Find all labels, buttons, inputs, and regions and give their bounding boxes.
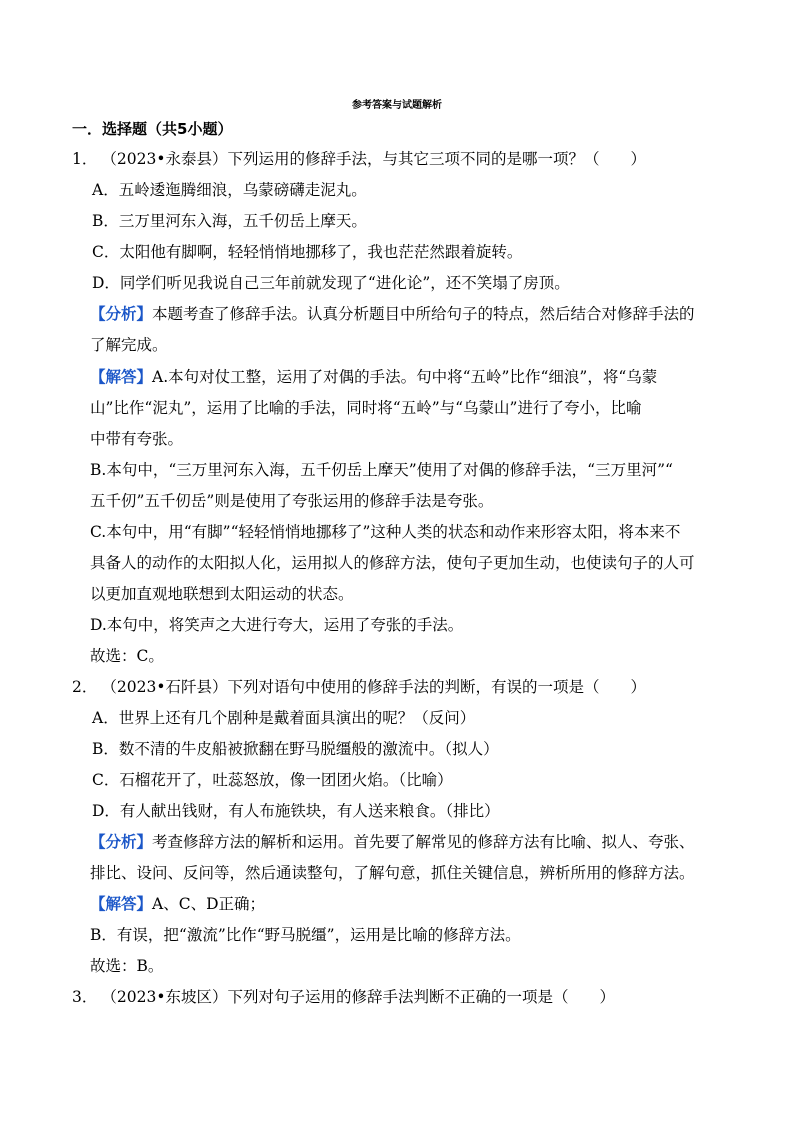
answer-tag: 【解答】 [90,894,153,913]
question-1-stem [72,148,646,170]
q2-answer-line-1 [90,893,265,915]
q1-answer-line-1 [90,366,657,388]
q1-analysis-line-2: 了解完成。 [90,336,168,354]
answer-tag: 【解答】 [90,367,153,386]
document-title: 参考答案与试题解析 [352,100,442,111]
analysis-tag: 【分析】 [90,832,153,851]
analysis-tag: 【分析】 [90,304,153,323]
q2-option-b: B．数不清的牛皮船被掀翻在野马脱缰般的激流中。（拟人） [92,740,499,758]
q1-answer-line-8: 以更加直观地联想到太阳运动的状态。 [90,585,354,603]
answer-text: A.本句对仗工整，运用了对偶的手法。句中将“五岭”比作“细浪”，将“乌蒙 [152,368,658,386]
q2-analysis-line-2: 排比、设问、反问等，然后通读整句，了解句意，抓住关键信息，辨析所用的修辞方法。 [90,864,695,882]
section-heading: 一．选择题（共5小题） [72,120,233,138]
q1-option-c: C．太阳他有脚啊，轻轻悄悄地挪移了，我也茫茫然跟着旋转。 [92,243,523,261]
q2-answer-line-2: B．有误，把“激流”比作“野马脱缰”，运用是比喻的修辞方法。 [90,926,521,944]
question-number: 1． [72,150,98,168]
question-3-stem [72,986,615,1008]
q2-option-d: D．有人献出钱财，有人布施铁块，有人送来粮食。（排比） [92,802,500,820]
q1-answer-line-3: 中带有夸张。 [90,430,184,448]
analysis-text: 本题考查了修辞手法。认真分析题目中所给句子的特点，然后结合对修辞手法的 [152,305,695,323]
q1-analysis-line-1 [90,303,695,325]
q1-answer-line-7: 具备人的动作的太阳拟人化，运用拟人的修辞方法，使句子更加生动，也使读句子的人可 [90,554,695,572]
question-text: （2023•石阡县）下列对语句中使用的修辞手法的判断，有误的一项是（ ） [101,678,646,696]
q1-answer-line-10: 故选：C。 [90,647,164,665]
q1-option-b: B．三万里河东入海，五千仞岳上摩天。 [92,212,367,230]
q2-option-a: A．世界上还有几个剧种是戴着面具演出的呢？（反问） [92,709,476,727]
q2-analysis-line-1 [90,831,695,853]
question-number: 2． [72,678,98,696]
q1-answer-line-4: B.本句中，“三万里河东入海，五千仞岳上摩天”使用了对偶的修辞手法，“三万里河”“ [90,461,673,479]
q2-answer-line-3: 故选：B。 [90,957,164,975]
question-2-stem [72,676,646,698]
q1-option-d: D．同学们听见我说自己三年前就发现了“进化论”，还不笑塌了房顶。 [92,274,570,292]
question-text: （2023•东坡区）下列对句子运用的修辞手法判断不正确的一项是（ ） [101,988,615,1006]
q1-answer-line-6: C.本句中，用“有脚”“轻轻悄悄地挪移了”这种人类的状态和动作来形容太阳，将本来不 [90,523,681,541]
answer-text: A、C、D正确； [152,895,265,913]
question-text: （2023•永泰县）下列运用的修辞手法，与其它三项不同的是哪一项？（ ） [101,150,646,168]
q1-option-a: A．五岭逶迤腾细浪，乌蒙磅礴走泥丸。 [92,181,367,199]
analysis-text: 考查修辞方法的解析和运用。首先要了解常见的修辞方法有比喻、拟人、夸张、 [152,833,695,851]
q1-answer-line-9: D.本句中，将笑声之大进行夸大，运用了夸张的手法。 [90,616,464,634]
q2-option-c: C．石榴花开了，吐蕊怒放，像一团团火焰。（比喻） [92,771,453,789]
question-number: 3． [72,988,98,1006]
q1-answer-line-2: 山”比作“泥丸”，运用了比喻的手法，同时将“五岭”与“乌蒙山”进行了夸小，比喻 [90,399,642,417]
q1-answer-line-5: 五千仞”五千仞岳”则是使用了夸张运用的修辞手法是夸张。 [90,492,494,510]
